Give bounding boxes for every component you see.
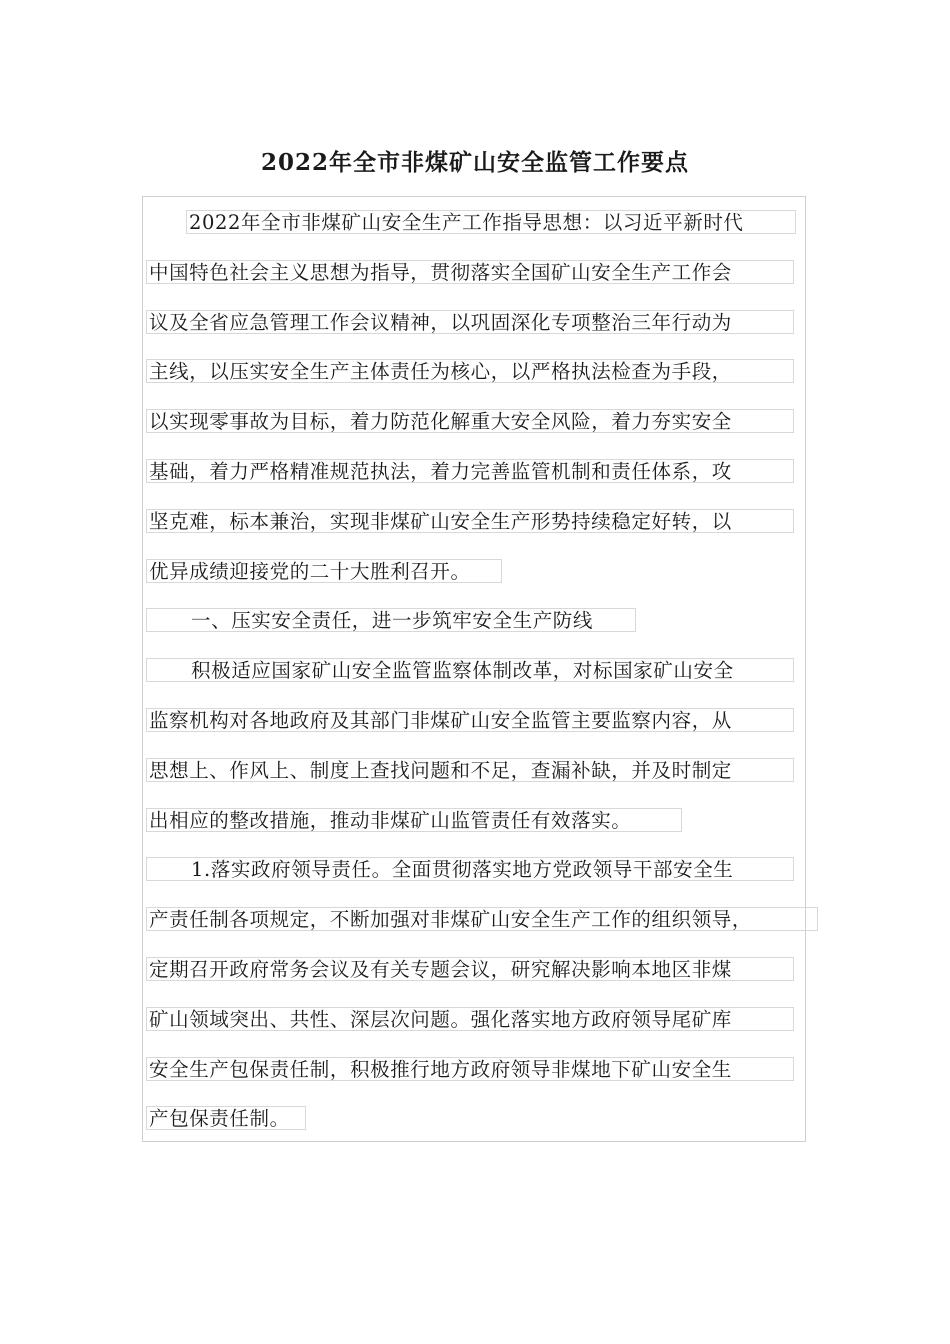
paragraph-line: 优异成绩迎接党的二十大胜利召开。 bbox=[146, 559, 502, 583]
paragraph-line: 产责任制各项规定，不断加强对非煤矿山安全生产工作的组织领导， bbox=[146, 907, 818, 931]
paragraph-line: 坚克难，标本兼治，实现非煤矿山安全生产形势持续稳定好转，以 bbox=[146, 509, 794, 533]
paragraph-line: 基础，着力严格精准规范执法，着力完善监管机制和责任体系，攻 bbox=[146, 459, 794, 483]
paragraph-line: 产包保责任制。 bbox=[146, 1106, 306, 1130]
paragraph-line: 定期召开政府常务会议及有关专题会议，研究解决影响本地区非煤 bbox=[146, 957, 794, 981]
paragraph-line: 2022年全市非煤矿山安全生产工作指导思想：以习近平新时代 bbox=[186, 210, 796, 234]
paragraph-line: 思想上、作风上、制度上查找问题和不足，查漏补缺，并及时制定 bbox=[146, 758, 794, 782]
paragraph-line: 议及全省应急管理工作会议精神，以巩固深化专项整治三年行动为 bbox=[146, 310, 794, 334]
paragraph-line: 以实现零事故为目标，着力防范化解重大安全风险，着力夯实安全 bbox=[146, 409, 794, 433]
paragraph-line: 积极适应国家矿山安全监管监察体制改革，对标国家矿山安全 bbox=[146, 658, 794, 682]
paragraph-line: 1.落实政府领导责任。全面贯彻落实地方党政领导干部安全生 bbox=[146, 857, 794, 881]
document-title: 2022年全市非煤矿山安全监管工作要点 bbox=[260, 149, 689, 176]
paragraph-line: 出相应的整改措施，推动非煤矿山监管责任有效落实。 bbox=[146, 808, 682, 832]
section-heading: 一、压实安全责任，进一步筑牢安全生产防线 bbox=[146, 608, 636, 632]
paragraph-line: 主线，以压实安全生产主体责任为核心，以严格执法检查为手段， bbox=[146, 359, 794, 383]
paragraph-line: 安全生产包保责任制，积极推行地方政府领导非煤地下矿山安全生 bbox=[146, 1057, 794, 1081]
paragraph-line: 中国特色社会主义思想为指导，贯彻落实全国矿山安全生产工作会 bbox=[146, 260, 794, 284]
paragraph-line: 监察机构对各地政府及其部门非煤矿山安全监管主要监察内容，从 bbox=[146, 708, 794, 732]
paragraph-line: 矿山领域突出、共性、深层次问题。强化落实地方政府领导尾矿库 bbox=[146, 1007, 794, 1031]
